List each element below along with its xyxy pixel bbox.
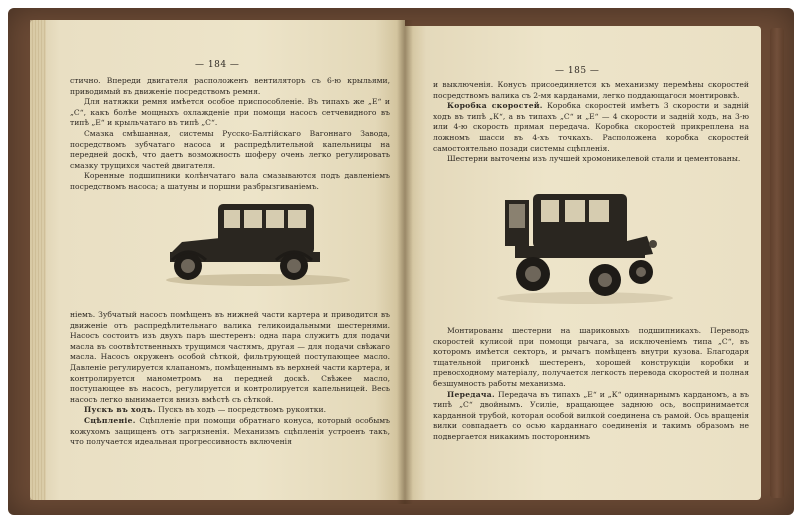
paragraph: Коренные подшипники колѣнчатаго вала смазываются подъ давленіемъ посредствомъ насоса; а шатуны и поршни разбрызгиваніемъ. xyxy=(70,171,390,191)
right-page xyxy=(405,26,761,500)
paragraph: Монтированы шестерни на шариковыхъ подшипникахъ. Переводъ скоростей кулисой при помощи рычага, за исключеніемъ типа „С“, въ которомъ имѣется секторъ, и рычагъ помѣщенъ внутри кузова. Благодаря тщательной пригонкѣ шестеренъ, хорошей конструкціи коробки и превосходному матеріалу, получается легкость перевода скоростей и полная безшумность работы механизма. xyxy=(433,326,749,388)
left-bottom-text xyxy=(70,310,390,448)
limousine-illustration xyxy=(160,198,350,288)
right-bottom-text xyxy=(433,326,749,443)
right-page-number: — 185 — xyxy=(555,66,600,76)
page-edges xyxy=(30,20,46,500)
section-heading: Пускъ въ ходъ. xyxy=(84,405,156,415)
section-heading: Коробка скоростей. xyxy=(447,101,543,111)
touring-car-illustration xyxy=(485,188,675,308)
section-text: Коробка скоростей имѣетъ 3 скорости и заднiй ходъ въ типѣ „К“, а въ типахъ „С“ и „Е“ — 4 скорости и заднiй ходъ, на 3-ю или 4-ю скорость прямая передача. Коробка скоростей прикреплена на ложномъ шасси въ 4-хъ точкахъ. Расположена коробка скоростей самостоятельно позади системы сцѣпленія. xyxy=(433,101,749,153)
section-text: Сцѣпленіе при помощи обратнаго конуса, который особымъ кожухомъ защищенъ отъ загрязненія. Механизмъ сцѣпленія устроенъ такъ, что получается идеальная прогрессивность включенія xyxy=(70,415,390,447)
paragraph: и выключенія. Конусъ присоединяется къ механизму перемѣны скоростей посредствомъ валика съ 2-мя карданами, легко поддающагося монтировкѣ. xyxy=(433,80,749,100)
paragraph: Шестерни выточены изъ лучшей хромоникелевой стали и цементованы. xyxy=(447,154,741,164)
section-heading: Сцѣпленіе. xyxy=(84,415,136,425)
paragraph: Смазка смѣшанная, системы Русско-Балтійскаго Вагоннаго Завода, посредствомъ зубчатаго насоса и распредѣлительной капельницы на передней доскѣ, что даетъ возможность шоферу очень легко регулировать смазку трущихся частей двигателя. xyxy=(70,128,390,170)
section-heading: Передача. xyxy=(447,389,495,399)
right-top-text xyxy=(433,80,749,165)
paragraph: Для натяжки ремня имѣется особое приспособленіе. Въ типахъ же „Е“ и „С“, какъ болѣе мощныхъ охлажденіе при помощи насосъ сетчевидного въ типѣ „Е“ и крыльчатаго въ типѣ „С“. xyxy=(70,97,390,128)
paragraph: стично. Впереди двигателя расположенъ вентиляторъ съ 6-ю крыльями, приводимый въ движеніе посредствомъ ремня. xyxy=(70,76,390,96)
left-page-number: — 184 — xyxy=(195,60,240,70)
left-top-text xyxy=(70,76,390,193)
book-gutter xyxy=(397,20,413,504)
section-text: Передача въ типахъ „Е“ и „К“ одиннарнымъ карданомъ, а въ типѣ „С“ двойнымъ. Усиліе, вращающее заднюю ось, воспринимается карданной трубой, которая особой вилкой соединена съ рамой. Ось вращенія вилки совпадаетъ со осью карданнаго соединенія и такимъ образомъ не подвергается никакимъ постороннимъ xyxy=(433,389,749,441)
section-text: Пускъ въ ходъ — посредствомъ рукоятки. xyxy=(158,405,326,415)
left-page xyxy=(30,20,405,500)
paragraph: ніемъ. Зубчатый насосъ помѣщенъ въ нижней части картера и приводится въ движеніе отъ распредѣлительнаго валика геликоидальными шестернями. Насосъ состоитъ изъ двухъ паръ шестеренъ: одна пара служитъ для подачи масла въ соотвѣтственныхъ трущимся частямъ, другая — для подачи свѣжаго масла. Насосъ окруженъ особой сѣткой, фильтрующей поступающее масло. Давленіе регулируется клапаномъ, помѣщеннымъ въ верхней части картера, и контролируется манометромъ на передней доскѣ. Свѣжее масло, поступающее въ насосъ, регулируется и контролируется капельницей. Весь насосъ легко вынимается внизъ вмѣстѣ съ сѣткой. xyxy=(70,310,390,404)
